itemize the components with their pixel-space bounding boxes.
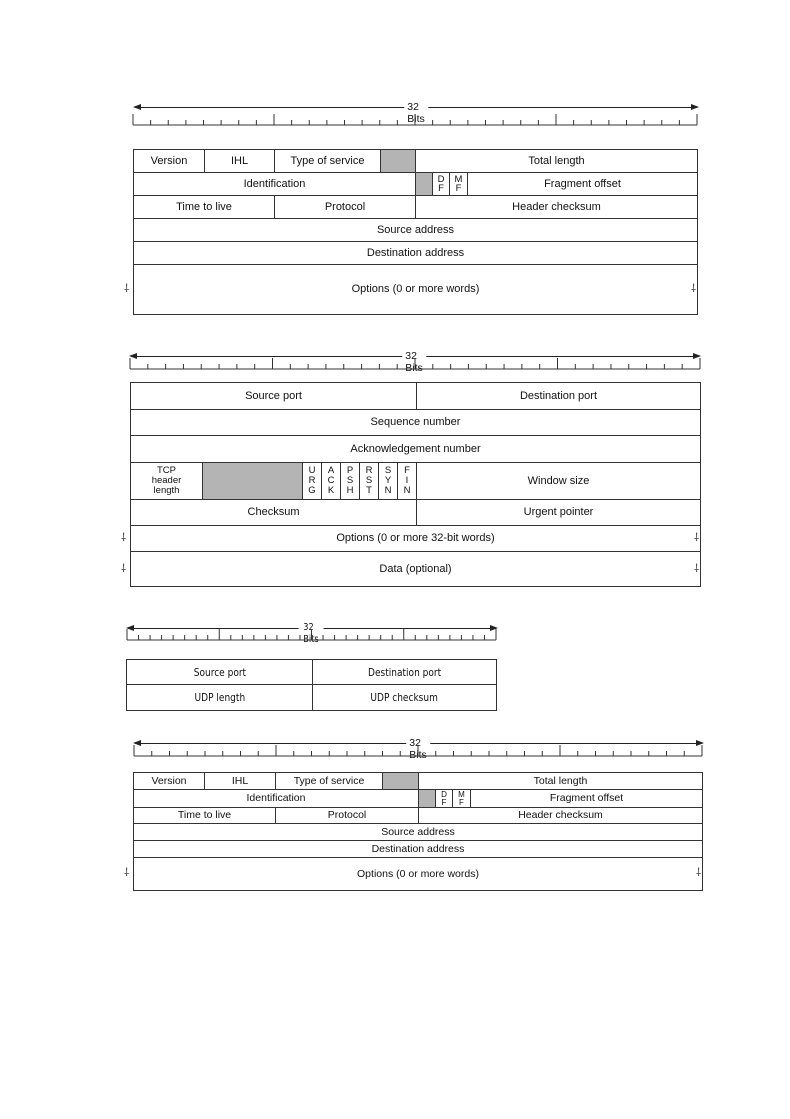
- destination-address-field: Destination address: [134, 242, 697, 265]
- checksum-field: Checksum: [131, 500, 417, 526]
- ack-number-field: Acknowledgement number: [131, 436, 700, 463]
- unused-bits: [383, 773, 419, 790]
- arrow-left-icon: [129, 353, 137, 359]
- fragment-offset-field: Fragment offset: [471, 790, 702, 808]
- ihl-field: IHL: [205, 773, 276, 790]
- options-field: Options (0 or more words): [351, 283, 480, 295]
- arrow-left-icon: [126, 625, 134, 631]
- header-checksum-field: Header checksum: [419, 808, 702, 824]
- df-flag: D F: [436, 790, 453, 808]
- urg-flag: U R G: [303, 463, 322, 500]
- arrow-left-icon: [133, 104, 141, 110]
- udp-header-table: [126, 659, 497, 711]
- options-field: Options (0 or more 32-bit words): [131, 526, 700, 552]
- reserved-bits: [203, 463, 303, 500]
- header-checksum-field: Header checksum: [416, 196, 697, 219]
- window-size-field: Window size: [417, 463, 700, 500]
- udp-checksum-field: UDP checksum: [370, 691, 439, 704]
- break-mark-icon: ⸸: [696, 866, 702, 879]
- destination-address-field: Destination address: [134, 841, 702, 858]
- protocol-field: Protocol: [276, 808, 419, 824]
- ihl-field: IHL: [205, 150, 275, 173]
- time-to-live-field: Time to live: [134, 196, 275, 219]
- total-length-field: Total length: [416, 150, 697, 173]
- rst-flag: R S T: [360, 463, 379, 500]
- arrow-right-icon: [693, 353, 701, 359]
- arrow-right-icon: [691, 104, 699, 110]
- source-port-field: Source port: [131, 383, 417, 410]
- break-mark-icon: ⸸: [121, 531, 127, 544]
- protocol-field: Protocol: [275, 196, 416, 219]
- reserved-flag: [419, 790, 436, 808]
- reserved-flag: [416, 173, 433, 196]
- time-to-live-field: Time to live: [134, 808, 276, 824]
- break-mark-icon: ⸸: [694, 531, 700, 544]
- total-length-field: Total length: [419, 773, 702, 790]
- type-of-service-field: Type of service: [275, 150, 381, 173]
- bits-label: 32 Bits: [402, 350, 426, 374]
- syn-flag: S Y N: [379, 463, 398, 500]
- tcp-header-table: [130, 382, 701, 587]
- type-of-service-field: Type of service: [276, 773, 383, 790]
- options-field: Options (0 or more words): [357, 867, 479, 880]
- bits-label: 32 Bits: [406, 737, 430, 761]
- ipv4-header-table: [133, 772, 703, 891]
- data-field: Data (optional): [379, 562, 452, 575]
- version-field: Version: [134, 773, 205, 790]
- identification-field: Identification: [134, 173, 416, 196]
- fragment-offset-field: Fragment offset: [468, 173, 697, 196]
- udp-length-field: UDP length: [127, 685, 313, 710]
- tcp-header-length-field: TCP header length: [131, 463, 203, 500]
- df-flag: D F: [433, 173, 450, 196]
- break-mark-icon: ⸸: [124, 282, 130, 295]
- bits-label: 32 Bits: [404, 101, 428, 125]
- destination-port-field: Destination port: [313, 660, 496, 685]
- break-mark-icon: ⸸: [124, 866, 130, 879]
- source-address-field: Source address: [134, 824, 702, 841]
- urgent-pointer-field: Urgent pointer: [417, 500, 700, 526]
- mf-flag: M F: [450, 173, 468, 196]
- fin-flag: F I N: [398, 463, 417, 500]
- break-mark-icon: ⸸: [121, 562, 127, 575]
- psh-flag: P S H: [341, 463, 360, 500]
- mf-flag: M F: [453, 790, 471, 808]
- source-port-field: Source port: [127, 660, 313, 685]
- ipv4-header-table: [133, 149, 698, 315]
- arrow-left-icon: [133, 740, 141, 746]
- destination-port-field: Destination port: [417, 383, 700, 410]
- break-mark-icon: ⸸: [694, 562, 700, 575]
- arrow-right-icon: [696, 740, 704, 746]
- version-field: Version: [134, 150, 205, 173]
- identification-field: Identification: [134, 790, 419, 808]
- source-address-field: Source address: [134, 219, 697, 242]
- sequence-number-field: Sequence number: [131, 410, 700, 436]
- unused-bits: [381, 150, 416, 173]
- break-mark-icon: ⸸: [691, 282, 697, 295]
- bits-label: 32 Bits: [299, 622, 324, 646]
- arrow-right-icon: [490, 625, 498, 631]
- ack-flag: A C K: [322, 463, 341, 500]
